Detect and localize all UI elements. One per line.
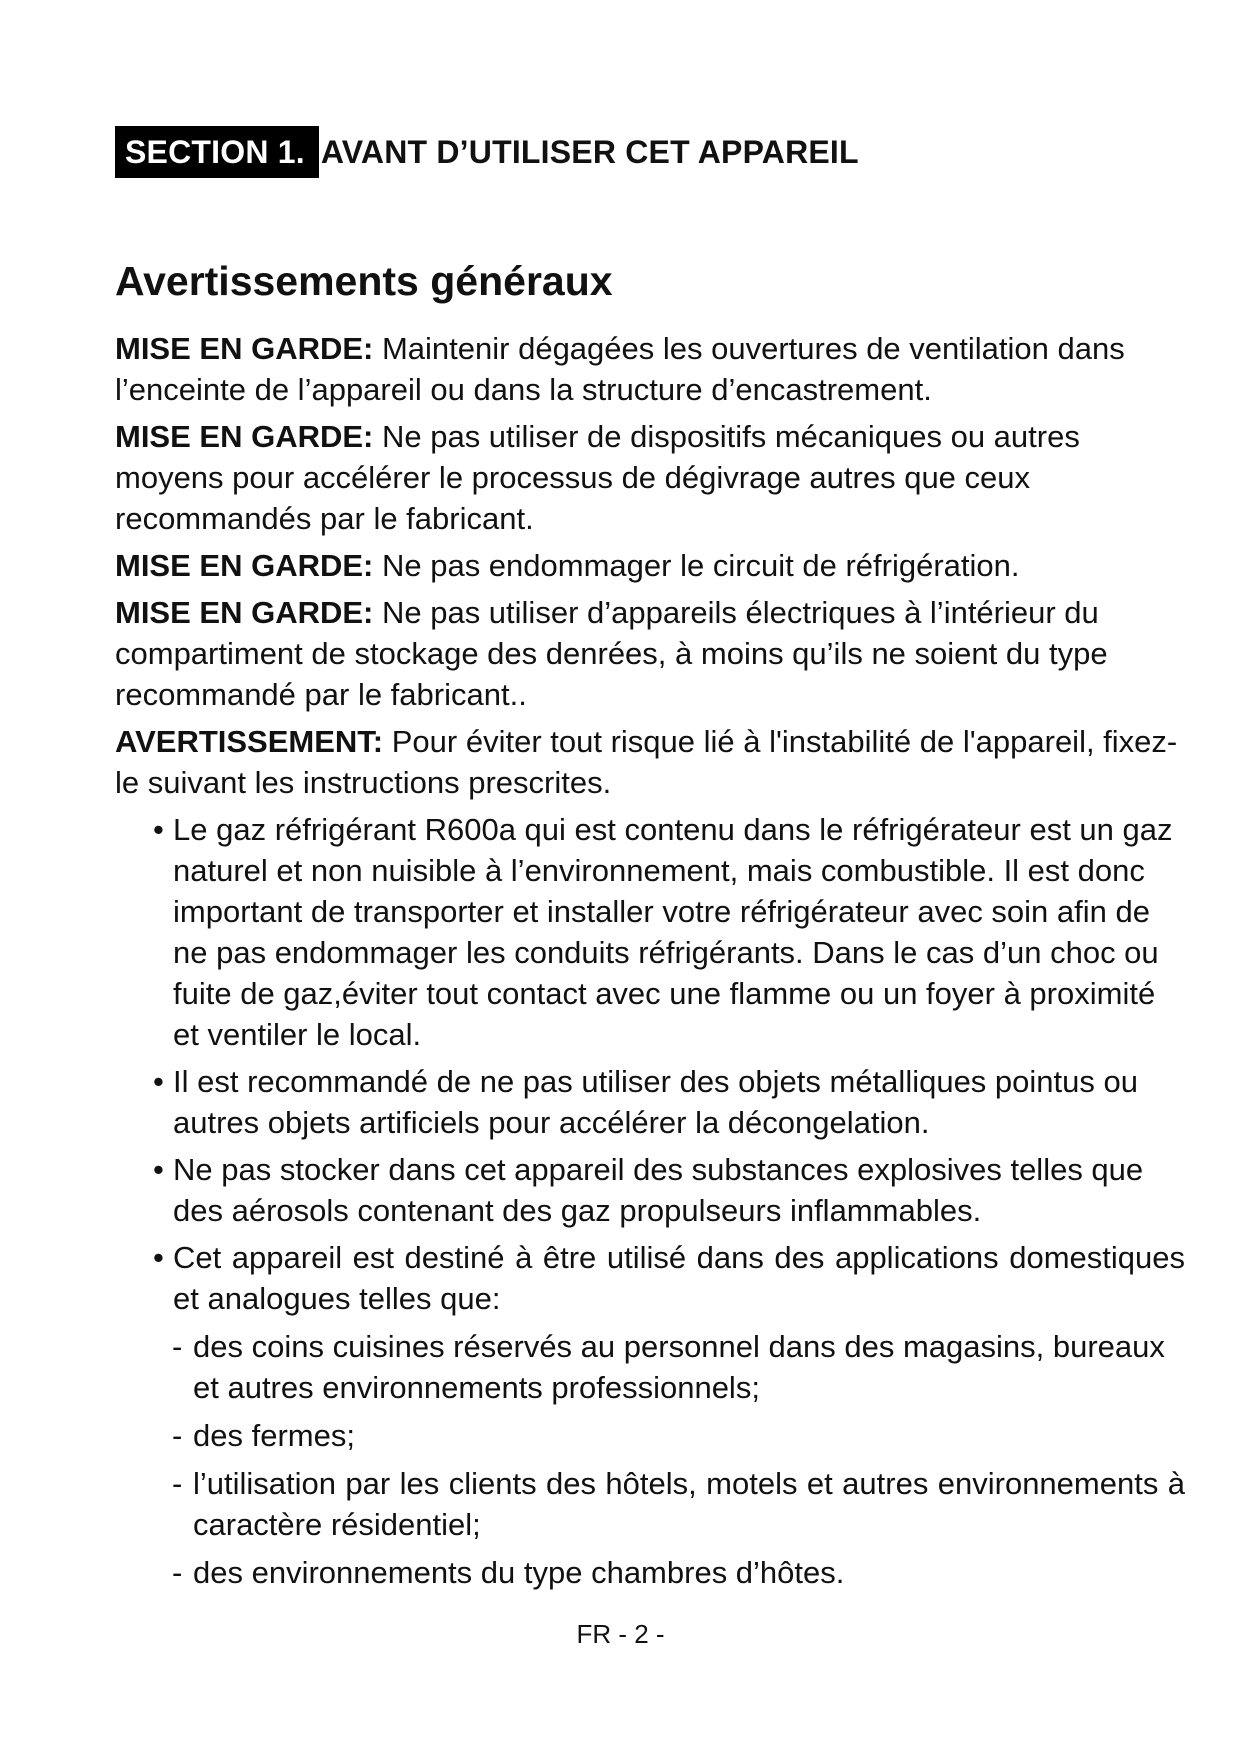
sub-item-text: des environnements du type chambres d’hôtes.: [193, 1555, 845, 1590]
bullet-item: [115, 1237, 1185, 1319]
section-title: AVANT D’UTILISER CET APPAREIL: [320, 134, 859, 170]
sub-item-text: des fermes;: [193, 1418, 355, 1453]
section-header: [115, 126, 859, 178]
bullet-mark: •: [153, 1064, 164, 1099]
warning-paragraph: [115, 545, 1185, 586]
warning-paragraph: [115, 592, 1185, 715]
dash-mark: -: [172, 1418, 183, 1453]
bullet-item: [115, 809, 1185, 1055]
bullet-mark: •: [153, 1152, 164, 1187]
dash-mark: -: [172, 1466, 183, 1501]
bullet-mark: •: [153, 812, 164, 847]
section-label: SECTION 1.: [115, 126, 319, 178]
bullet-text: Cet appareil est destiné à être utilisé dans des applications domestiques et analogues telles que:: [173, 1240, 1185, 1316]
warning-text: Maintenir dégagées les ouvertures de ventilation dans l’enceinte de l’appareil ou dans la structure d’encastrement.: [115, 331, 1125, 407]
page-heading: Avertissements généraux: [115, 258, 613, 304]
bullet-text: Le gaz réfrigérant R600a qui est contenu dans le réfrigérateur est un gaz naturel et non nuisible à l’environnement, mais combustible. Il est donc important de transporter et installer votre réfrigérateur avec soin afin de ne pas endommager les conduits réfrigérants. Dans le cas d’un choc ou fuite de gaz,éviter tout contact avec une flamme ou un foyer à proximité et ventiler le local.: [173, 812, 1173, 1052]
warning-text: Pour éviter tout risque lié à l'instabilité de l'appareil, fixez-le suivant les instructions prescrites.: [115, 724, 1178, 800]
warning-label: MISE EN GARDE:: [115, 419, 374, 454]
bullet-item: [115, 1149, 1185, 1231]
bullet-text: Il est recommandé de ne pas utiliser des objets métalliques pointus ou autres objets artificiels pour accélérer la décongelation.: [173, 1064, 1138, 1140]
warning-paragraph: [115, 416, 1185, 539]
warning-label: MISE EN GARDE:: [115, 595, 374, 630]
sub-list-item: [115, 1552, 1185, 1593]
sub-item-text: l’utilisation par les clients des hôtels, motels et autres environnements à caractère résidentiel;: [193, 1466, 1185, 1542]
page-number: FR - 2 -: [576, 1619, 665, 1649]
warning-text: Ne pas endommager le circuit de réfrigération.: [373, 548, 1020, 583]
warning-label: MISE EN GARDE:: [115, 548, 374, 583]
bullet-item: [115, 1061, 1185, 1143]
warning-paragraph: [115, 721, 1185, 803]
dash-mark: -: [172, 1329, 183, 1364]
warning-label: MISE EN GARDE:: [115, 331, 374, 366]
warning-text: Ne pas utiliser d’appareils électriques à l’intérieur du compartiment de stockage des denrées, à moins qu’ils ne soient du type recommandé par le fabricant..: [115, 595, 1108, 712]
sub-list-item: [115, 1415, 1185, 1456]
sub-item-text: des coins cuisines réservés au personnel dans des magasins, bureaux et autres environnements professionnels;: [193, 1329, 1165, 1405]
content-body: [115, 328, 1185, 1600]
warning-label: AVERTISSEMENT:: [115, 724, 384, 759]
warning-paragraph: [115, 328, 1185, 410]
dash-mark: -: [172, 1555, 183, 1590]
bullet-text: Ne pas stocker dans cet appareil des substances explosives telles que des aérosols contenant des gaz propulseurs inflammables.: [173, 1152, 1144, 1228]
sub-list-item: [115, 1463, 1185, 1545]
bullet-mark: •: [153, 1240, 164, 1275]
sub-list-item: [115, 1326, 1185, 1408]
warning-text: Ne pas utiliser de dispositifs mécaniques ou autres moyens pour accélérer le processus de dégivrage autres que ceux recommandés par le fabricant.: [115, 419, 1080, 536]
